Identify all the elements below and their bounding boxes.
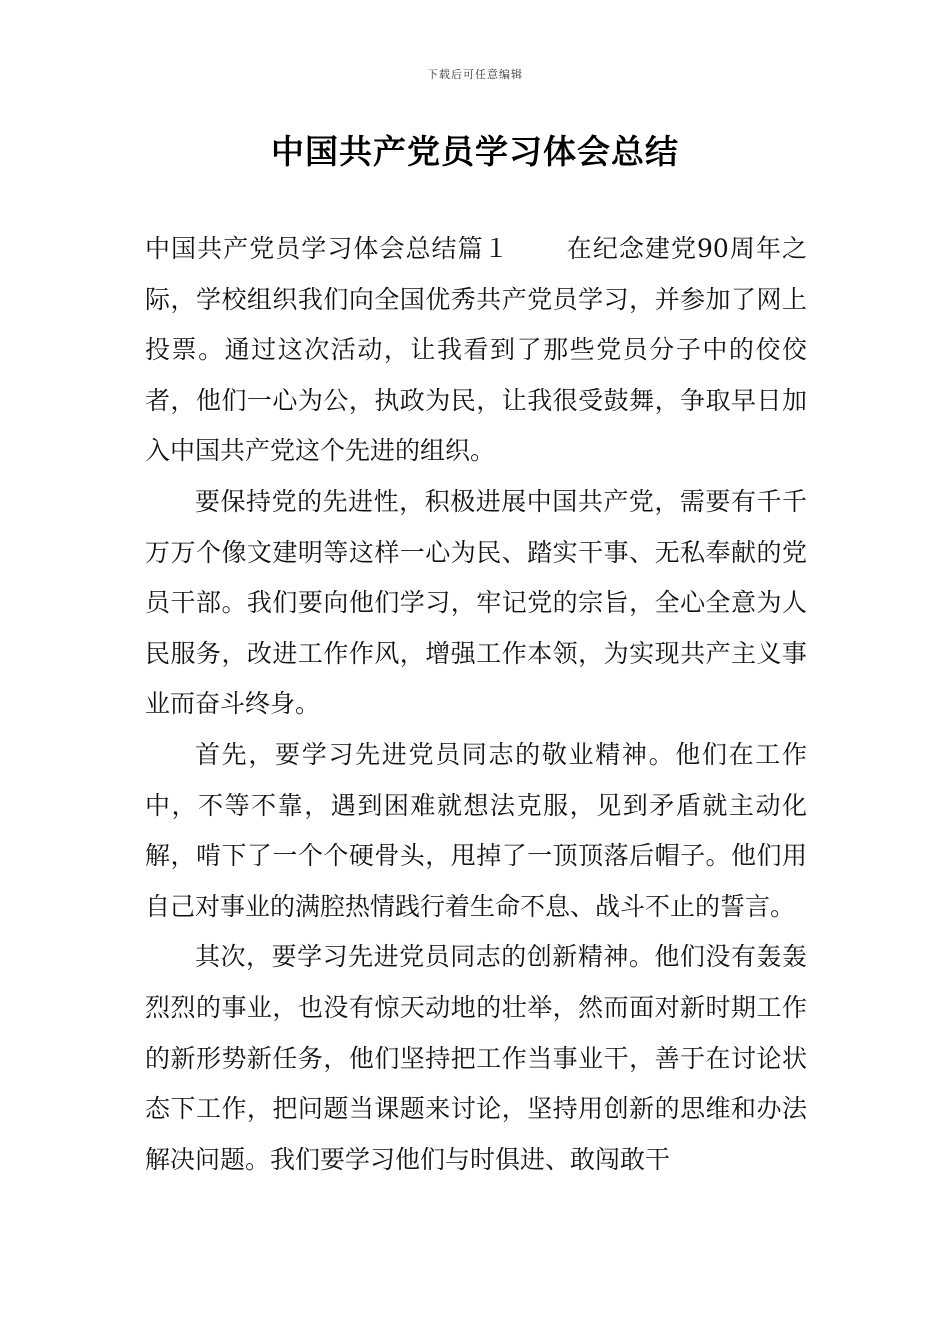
paragraph-1-lead: 中国共产党员学习体会总结篇１ <box>145 234 510 263</box>
paragraph-4: 其次，要学习先进党员同志的创新精神。他们没有轰轰烈烈的事业，也没有惊天动地的壮举，然而面对新时期工作的新形势新任务，他们坚持把工作当事业干，善于在讨论状态下工作，把问题当课题来讨论，坚持用创新的思维和办法解决问题。我们要学习他们与时俱进、敢闯敢干 <box>145 942 807 1174</box>
document-title: 中国共产党员学习体会总结 <box>271 132 679 171</box>
paragraph-1-text: 在纪念建党90周年之际，学校组织我们向全国优秀共产党员学习，并参加了网上投票。通过这次活动，让我看到了那些党员分子中的佼佼者，他们一心为公，执政为民，让我很受鼓舞，争取早日加入中国共产党这个先进的组织。 <box>145 234 807 466</box>
header-note: 下载后可任意编辑 <box>427 68 523 81</box>
paragraph-1 <box>145 224 807 477</box>
paragraph-2: 要保持党的先进性，积极进展中国共产党，需要有千千万万个像文建明等这样一心为民、踏实干事、无私奉献的党员干部。我们要向他们学习，牢记党的宗旨，全心全意为人民服务，改进工作作风，增强工作本领，为实现共产主义事业而奋斗终身。 <box>145 486 807 719</box>
paragraph-3: 首先，要学习先进党员同志的敬业精神。他们在工作中，不等不靠，遇到困难就想法克服，见到矛盾就主动化解，啃下了一个个硬骨头，甩掉了一顶顶落后帽子。他们用自己对事业的满腔热情践行着生命不息、战斗不止的誓言。 <box>145 739 807 921</box>
document-body <box>145 224 807 1185</box>
